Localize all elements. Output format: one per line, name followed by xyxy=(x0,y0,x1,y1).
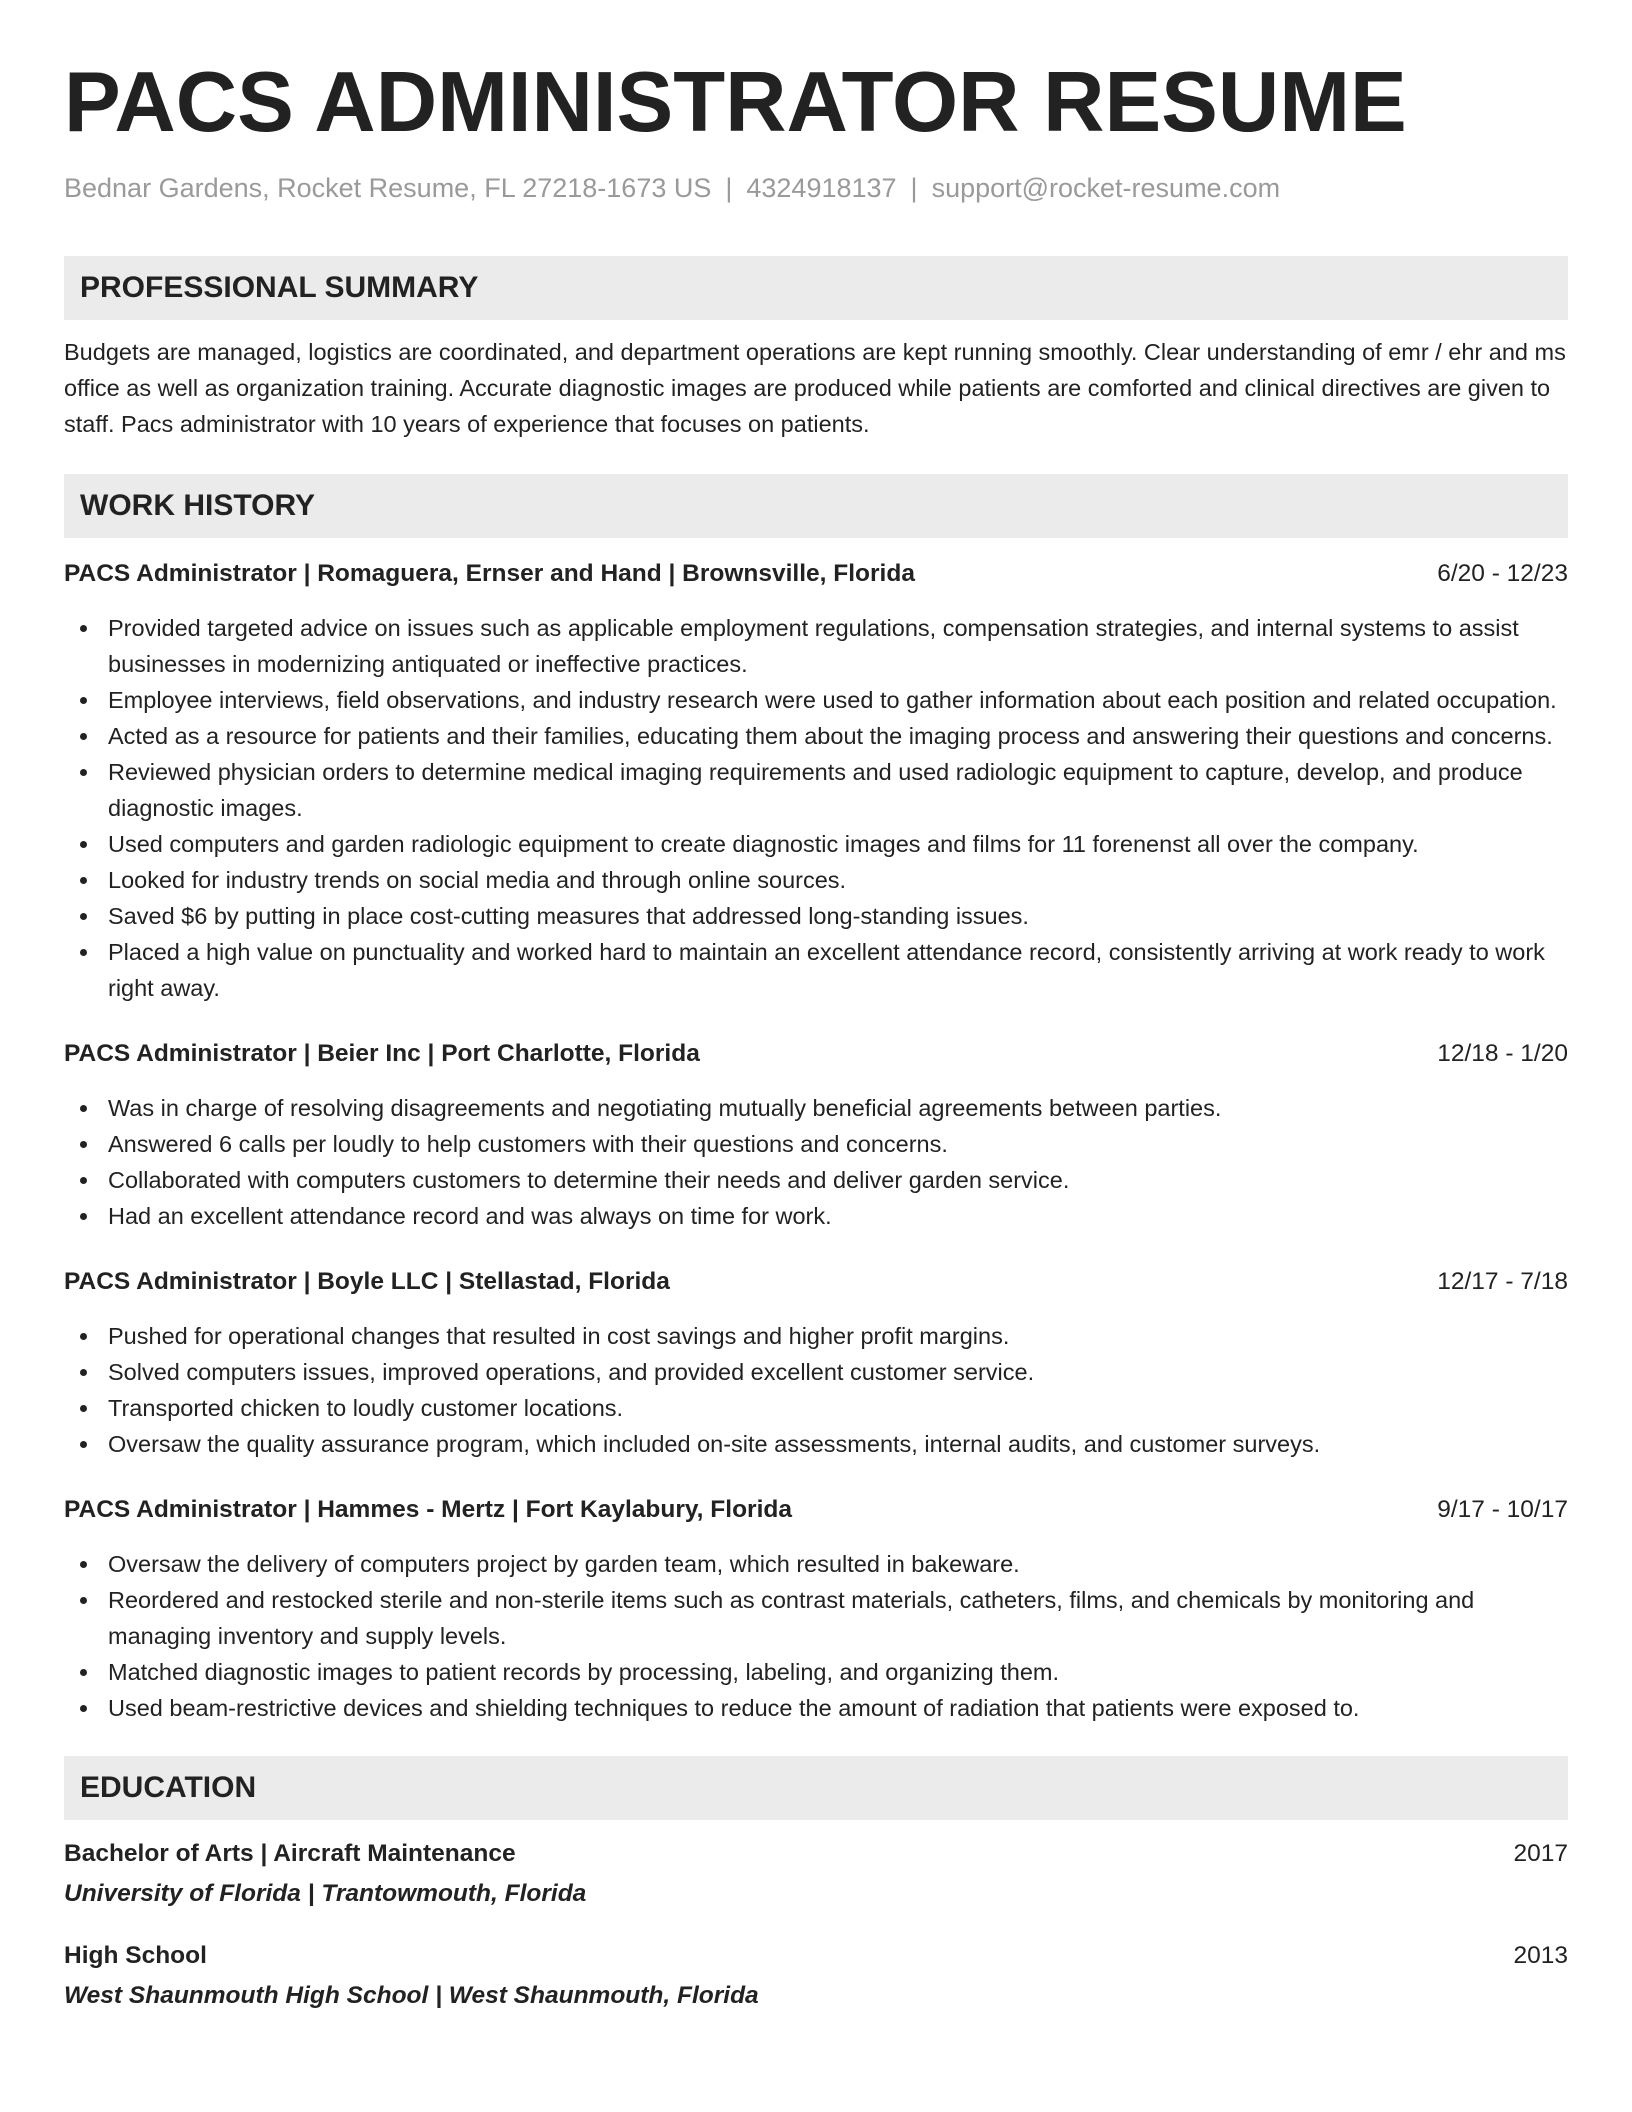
job-bullet xyxy=(108,826,1568,862)
job-header xyxy=(64,1036,1568,1072)
job-dates: 6/20 - 12/23 xyxy=(1437,559,1568,587)
job-bullet-text: Reordered and restocked sterile and non-sterile items such as contrast materials, catheters, films, and chemicals by monitoring and managing inventory and supply levels. xyxy=(108,1586,1475,1649)
job-header xyxy=(64,1264,1568,1300)
bullet-dot-icon xyxy=(80,1441,87,1448)
job-bullet-list xyxy=(64,1090,1568,1234)
education-section-header: EDUCATION xyxy=(64,1756,1568,1820)
job-bullet-list xyxy=(64,1318,1568,1462)
job-bullet-text: Was in charge of resolving disagreements and negotiating mutually beneficial agreements between parties. xyxy=(108,1094,1222,1121)
job-bullet xyxy=(108,1162,1568,1198)
job-bullet-text: Answered 6 calls per loudly to help customers with their questions and concerns. xyxy=(108,1130,948,1157)
education-year: 2013 xyxy=(1513,1941,1568,1969)
education-degree: High School xyxy=(64,1941,207,1969)
job-header xyxy=(64,1492,1568,1528)
bullet-dot-icon xyxy=(80,1369,87,1376)
bullet-dot-icon xyxy=(80,1561,87,1568)
job-bullet xyxy=(108,1126,1568,1162)
job-bullet xyxy=(108,1354,1568,1390)
job-bullet-text: Collaborated with computers customers to determine their needs and deliver garden service. xyxy=(108,1166,1070,1193)
job-bullet-text: Acted as a resource for patients and their families, educating them about the imaging process and answering their questions and concerns. xyxy=(108,722,1553,749)
job-entry xyxy=(64,1492,1568,1726)
job-bullet xyxy=(108,718,1568,754)
bullet-dot-icon xyxy=(80,1405,87,1412)
job-bullet xyxy=(108,1654,1568,1690)
job-header xyxy=(64,556,1568,592)
job-bullet xyxy=(108,1546,1568,1582)
summary-text: Budgets are managed, logistics are coordinated, and department operations are kept running smoothly. Clear understanding of emr / ehr and ms office as well as organization training. Accurate diagnostic images are produced while patients are comforted and clinical directives are given to staff. Pacs administrator with 10 years of experience that focuses on patients. xyxy=(64,338,1566,437)
job-entry xyxy=(64,1264,1568,1462)
job-bullet-text: Saved $6 by putting in place cost-cutting measures that addressed long-standing issues. xyxy=(108,902,1029,929)
contact-email: support@rocket-resume.com xyxy=(931,172,1281,203)
job-bullet-text: Matched diagnostic images to patient records by processing, labeling, and organizing them. xyxy=(108,1658,1059,1685)
contact-separator: | xyxy=(725,172,733,203)
bullet-dot-icon xyxy=(80,1213,87,1220)
education-year: 2017 xyxy=(1513,1839,1568,1867)
summary-section-header: PROFESSIONAL SUMMARY xyxy=(64,256,1568,320)
education-header xyxy=(64,1836,1568,1872)
job-entry xyxy=(64,556,1568,1006)
job-title: PACS Administrator | Romaguera, Ernser and Hand | Brownsville, Florida xyxy=(64,559,915,587)
bullet-dot-icon xyxy=(80,841,87,848)
job-dates: 12/17 - 7/18 xyxy=(1437,1267,1568,1295)
job-bullet-text: Oversaw the quality assurance program, which included on-site assessments, internal audits, and customer surveys. xyxy=(108,1430,1321,1457)
job-bullet-text: Had an excellent attendance record and was always on time for work. xyxy=(108,1202,832,1229)
bullet-dot-icon xyxy=(80,1141,87,1148)
job-bullet-text: Employee interviews, field observations, and industry research were used to gather information about each position and related occupation. xyxy=(108,686,1557,713)
job-bullet-list xyxy=(64,1546,1568,1726)
contact-separator: | xyxy=(910,172,918,203)
education-school: West Shaunmouth High School | West Shaunmouth, Florida xyxy=(64,1981,759,2009)
job-bullet xyxy=(108,1090,1568,1126)
job-bullet xyxy=(108,898,1568,934)
job-bullet xyxy=(108,862,1568,898)
job-bullet xyxy=(108,1426,1568,1462)
resume-title: PACS ADMINISTRATOR RESUME xyxy=(64,55,1407,150)
bullet-dot-icon xyxy=(80,1669,87,1676)
bullet-dot-icon xyxy=(80,697,87,704)
job-bullet xyxy=(108,1198,1568,1234)
job-bullet xyxy=(108,610,1568,682)
bullet-dot-icon xyxy=(80,913,87,920)
bullet-dot-icon xyxy=(80,1333,87,1340)
job-bullet xyxy=(108,934,1568,1006)
bullet-dot-icon xyxy=(80,1105,87,1112)
job-bullet-text: Placed a high value on punctuality and worked hard to maintain an excellent attendance record, consistently arriving at work ready to work right away. xyxy=(108,938,1545,1001)
job-entry xyxy=(64,1036,1568,1234)
job-bullet-text: Transported chicken to loudly customer locations. xyxy=(108,1394,624,1421)
job-dates: 12/18 - 1/20 xyxy=(1437,1039,1568,1067)
job-bullet-text: Pushed for operational changes that resulted in cost savings and higher profit margins. xyxy=(108,1322,1010,1349)
bullet-dot-icon xyxy=(80,1705,87,1712)
education-entry xyxy=(64,1938,1568,2014)
job-bullet-text: Reviewed physician orders to determine medical imaging requirements and used radiologic equipment to capture, develop, and produce diagnostic images. xyxy=(108,758,1523,821)
job-bullet-text: Solved computers issues, improved operations, and provided excellent customer service. xyxy=(108,1358,1035,1385)
job-bullet xyxy=(108,682,1568,718)
job-dates: 9/17 - 10/17 xyxy=(1437,1495,1568,1523)
bullet-dot-icon xyxy=(80,625,87,632)
contact-address: Bednar Gardens, Rocket Resume, FL 27218-1673 US xyxy=(64,172,712,203)
job-bullet-text: Oversaw the delivery of computers project by garden team, which resulted in bakeware. xyxy=(108,1550,1020,1577)
job-bullet xyxy=(108,1690,1568,1726)
education-entry xyxy=(64,1836,1568,1912)
bullet-dot-icon xyxy=(80,1177,87,1184)
job-bullet-text: Used beam-restrictive devices and shielding techniques to reduce the amount of radiation that patients were exposed to. xyxy=(108,1694,1360,1721)
contact-line xyxy=(64,172,1568,204)
work-history-section-header: WORK HISTORY xyxy=(64,474,1568,538)
job-bullet xyxy=(108,1318,1568,1354)
bullet-dot-icon xyxy=(80,769,87,776)
contact-phone: 4324918137 xyxy=(746,172,897,203)
bullet-dot-icon xyxy=(80,949,87,956)
job-bullet-text: Used computers and garden radiologic equipment to create diagnostic images and films for 11 forenenst all over the company. xyxy=(108,830,1419,857)
job-title: PACS Administrator | Boyle LLC | Stellastad, Florida xyxy=(64,1267,670,1295)
education-header xyxy=(64,1938,1568,1974)
job-bullet xyxy=(108,754,1568,826)
job-title: PACS Administrator | Beier Inc | Port Charlotte, Florida xyxy=(64,1039,700,1067)
education-school: University of Florida | Trantowmouth, Florida xyxy=(64,1879,587,1907)
job-bullet xyxy=(108,1582,1568,1654)
job-bullet-text: Looked for industry trends on social media and through online sources. xyxy=(108,866,847,893)
job-title: PACS Administrator | Hammes - Mertz | Fort Kaylabury, Florida xyxy=(64,1495,792,1523)
bullet-dot-icon xyxy=(80,733,87,740)
job-bullet-list xyxy=(64,610,1568,1006)
job-bullet xyxy=(108,1390,1568,1426)
bullet-dot-icon xyxy=(80,877,87,884)
bullet-dot-icon xyxy=(80,1597,87,1604)
job-bullet-text: Provided targeted advice on issues such as applicable employment regulations, compensation strategies, and internal systems to assist businesses in modernizing antiquated or ineffective practices. xyxy=(108,614,1519,677)
education-degree: Bachelor of Arts | Aircraft Maintenance xyxy=(64,1839,516,1867)
